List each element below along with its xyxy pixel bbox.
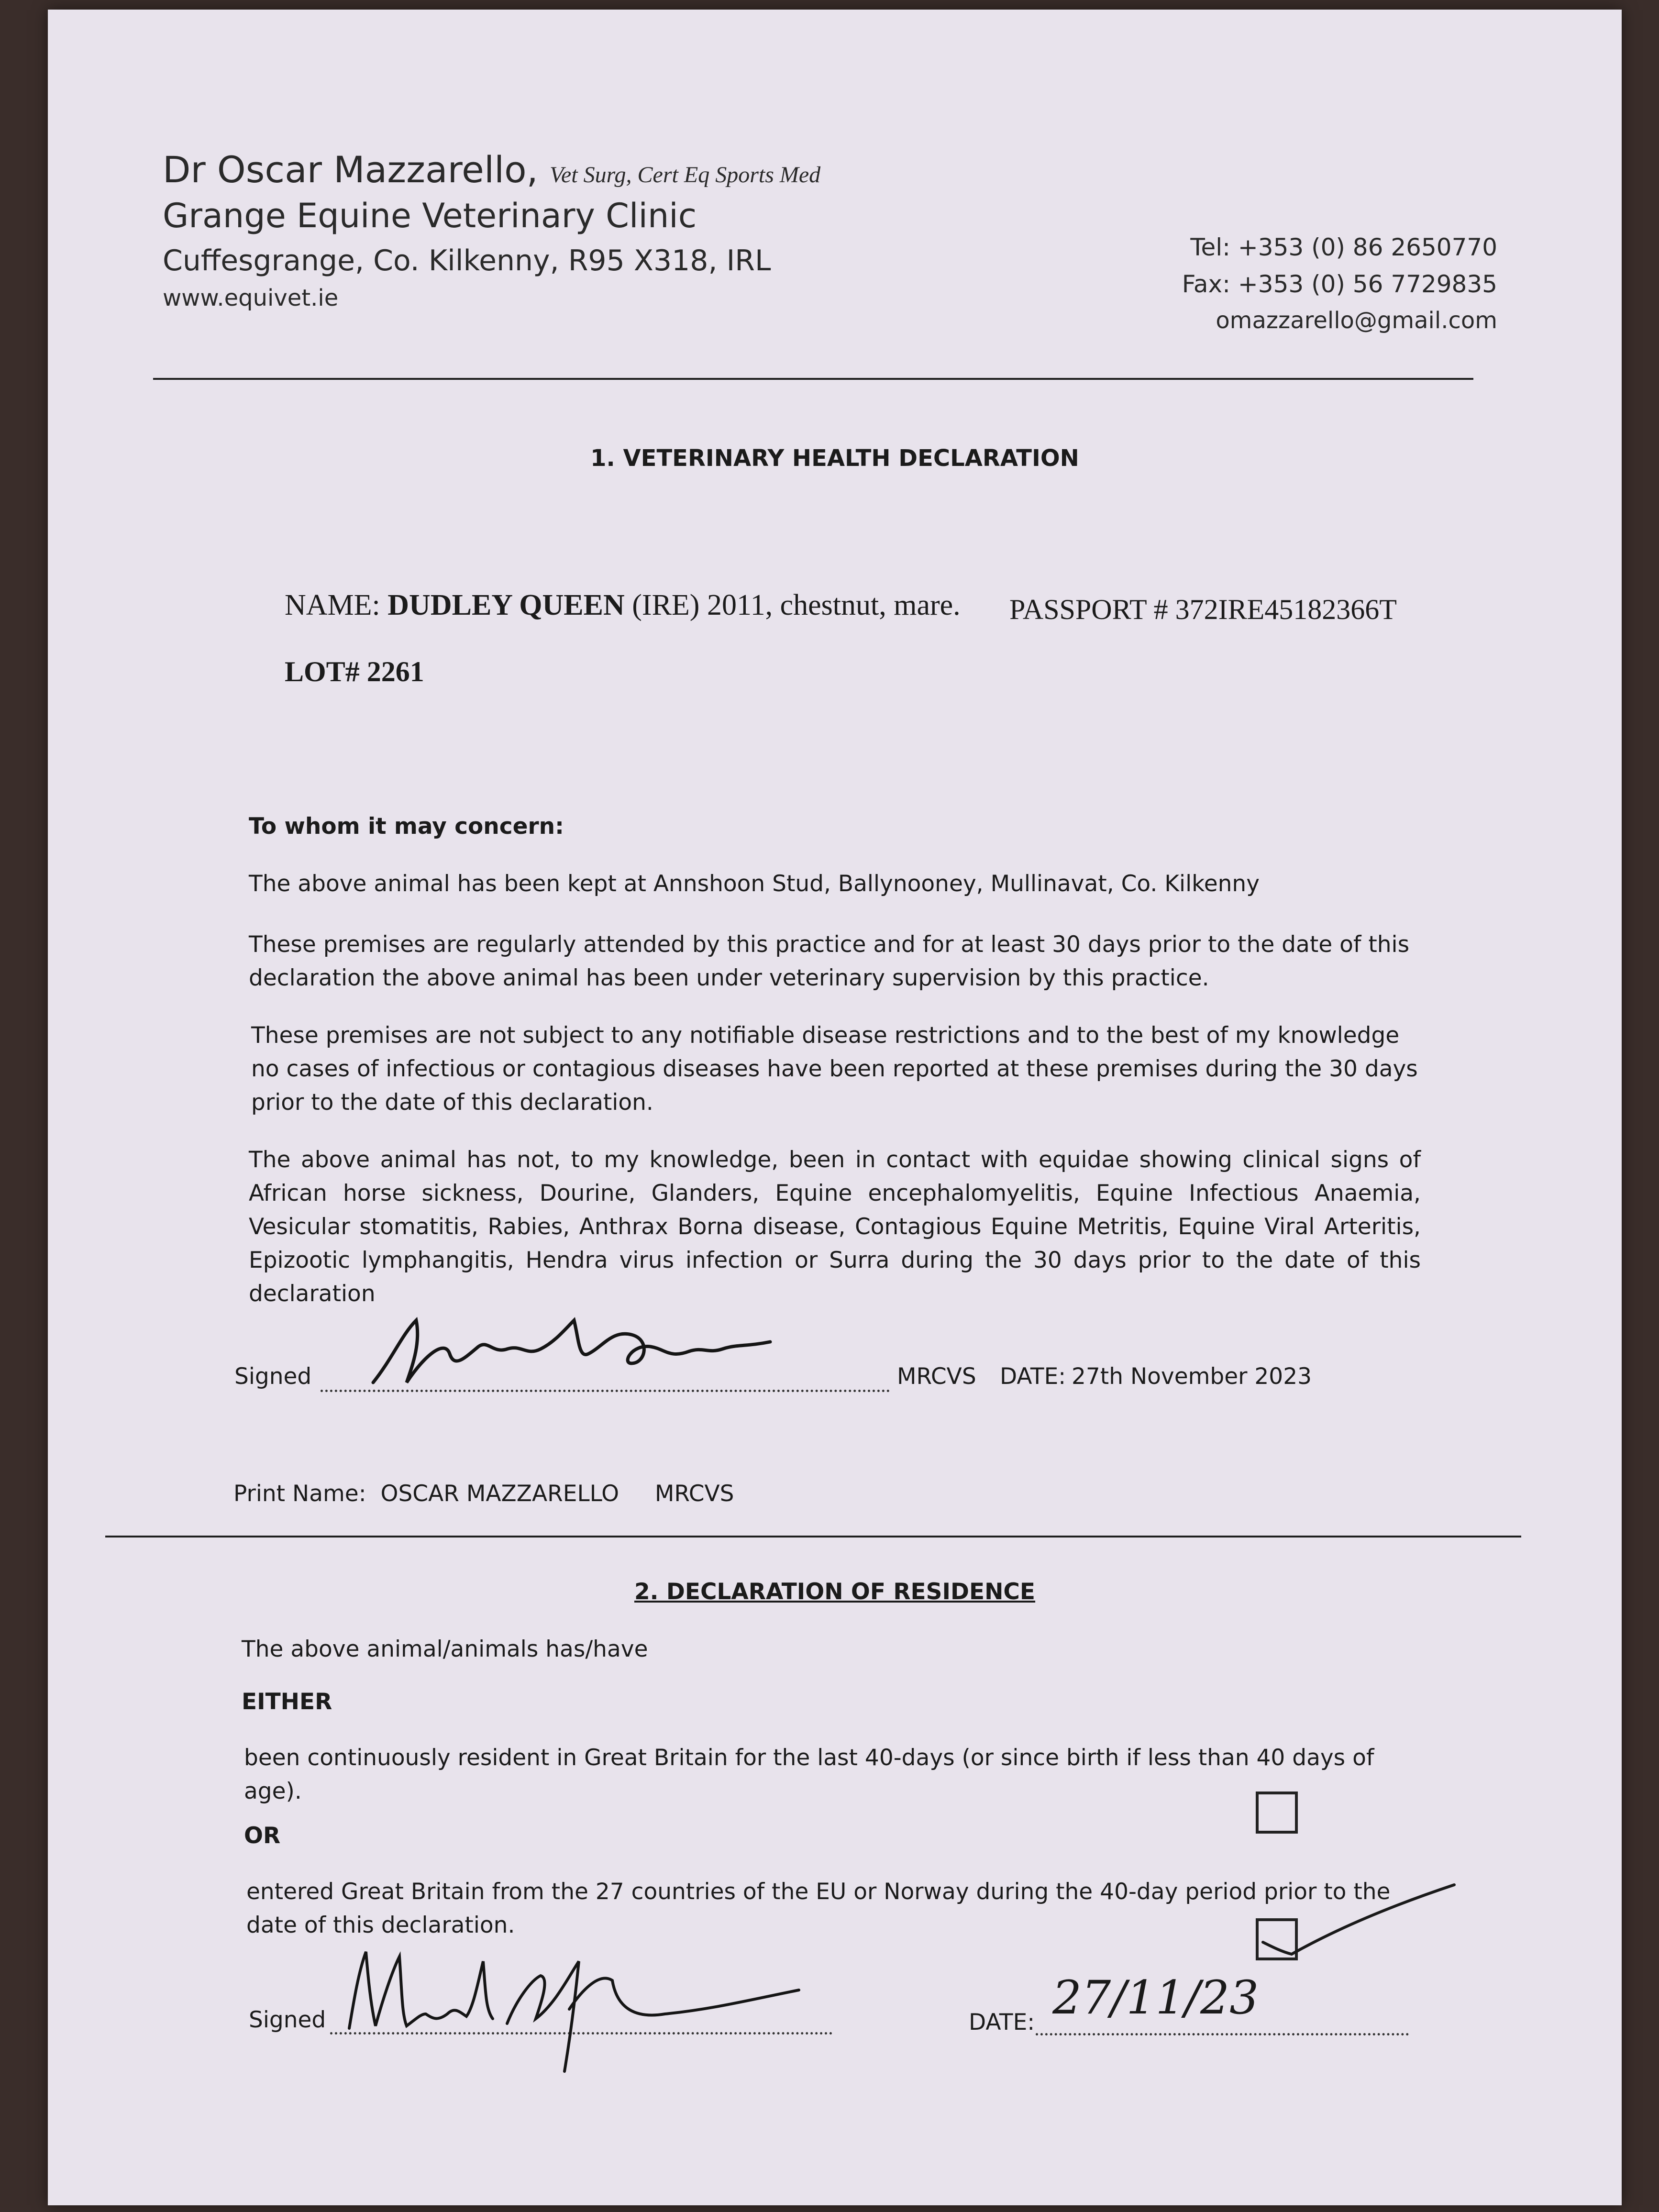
residence-intro: The above animal/animals has/have bbox=[242, 1636, 648, 1662]
salutation: To whom it may concern: bbox=[249, 813, 564, 840]
print-name: OSCAR MAZZARELLO bbox=[380, 1481, 619, 1507]
clinic-fax: Fax: +353 (0) 56 7729835 bbox=[1182, 270, 1497, 298]
either-label: EITHER bbox=[242, 1689, 332, 1715]
mrcvs-label: MRCVS bbox=[897, 1363, 976, 1390]
header-divider bbox=[153, 378, 1473, 380]
vet-name-line bbox=[163, 148, 820, 191]
or-label: OR bbox=[244, 1823, 281, 1849]
vet-signature bbox=[364, 1301, 794, 1397]
print-name-label: Print Name: bbox=[233, 1481, 366, 1507]
clinic-address: Cuffesgrange, Co. Kilkenny, R95 X318, IRL bbox=[163, 244, 771, 277]
disease-contact-paragraph: The above animal has not, to my knowledge, been in contact with equidae showing clinical signs of African horse sickness, Dourine, Glanders, Equine encephalomyelitis, Equine Infectious Anaemia, Vesicular stomatitis, Rabies, Anthrax Borna disease, Contagious Equine Metritis, Equine Viral Arteritis, Epizootic lymphangitis, Hendra virus infection or Surra during the 30 days prior to the date of this declaration bbox=[249, 1147, 1421, 1307]
section2-title: 2. DECLARATION OF RESIDENCE bbox=[634, 1579, 1036, 1605]
handwritten-date: 27/11/23 bbox=[1052, 1971, 1259, 2024]
print-name-line bbox=[233, 1481, 734, 1507]
option-resident-checkbox[interactable] bbox=[1256, 1792, 1298, 1834]
lot-number: LOT# 2261 bbox=[285, 656, 424, 687]
section-divider bbox=[105, 1536, 1521, 1537]
clinic-website: www.equivet.ie bbox=[163, 285, 339, 311]
passport-number: PASSPORT # 372IRE45182366T bbox=[1009, 594, 1397, 625]
option-resident-text: been continuously resident in Great Britain for the last 40-days (or since birth if less than 40 days of age). bbox=[244, 1745, 1374, 1804]
clinic-tel: Tel: +353 (0) 86 2650770 bbox=[1190, 233, 1497, 261]
check-mark-icon bbox=[1258, 1890, 1459, 1966]
clinic-email: omazzarello@gmail.com bbox=[1216, 307, 1497, 334]
clinic-name: Grange Equine Veterinary Clinic bbox=[163, 196, 697, 235]
vet-name: Dr Oscar Mazzarello, bbox=[163, 148, 538, 191]
residence-date-line bbox=[1036, 2033, 1409, 2035]
premises-paragraph: The above animal has been kept at Annshoon Stud, Ballynooney, Mullinavat, Co. Kilkenny bbox=[249, 871, 1260, 897]
restrictions-paragraph: These premises are not subject to any notifiable disease restrictions and to the best of my knowledge no cases of infectious or contagious diseases have been reported at these premises during the 30 days prior to the date of this declaration. bbox=[251, 1022, 1418, 1116]
horse-details: (IRE) 2011, chestnut, mare. bbox=[632, 589, 961, 621]
vet-qualifications: Vet Surg, Cert Eq Sports Med bbox=[550, 162, 821, 188]
date-label: DATE: bbox=[1000, 1363, 1066, 1390]
signed-label: Signed bbox=[234, 1363, 312, 1390]
name-label: NAME: bbox=[285, 589, 380, 621]
option-entered-text: entered Great Britain from the 27 countries of the EU or Norway during the 40-day period prior to the date of this declaration. bbox=[246, 1879, 1391, 1938]
section1-title: 1. VETERINARY HEALTH DECLARATION bbox=[590, 445, 1079, 472]
declaration-date: 27th November 2023 bbox=[1072, 1363, 1312, 1390]
horse-name: DUDLEY QUEEN bbox=[387, 589, 625, 621]
owner-signature bbox=[330, 1923, 808, 2076]
supervision-paragraph: These premises are regularly attended by this practice and for at least 30 days prior to the date of this declaration the above animal has been under veterinary supervision by this practice. bbox=[249, 931, 1410, 991]
declaration-sheet bbox=[48, 10, 1622, 2205]
residence-signed-label: Signed bbox=[249, 2007, 326, 2033]
print-name-mrcvs: MRCVS bbox=[654, 1481, 734, 1507]
residence-date-label: DATE: bbox=[969, 2009, 1035, 2035]
horse-name-line bbox=[285, 588, 961, 622]
